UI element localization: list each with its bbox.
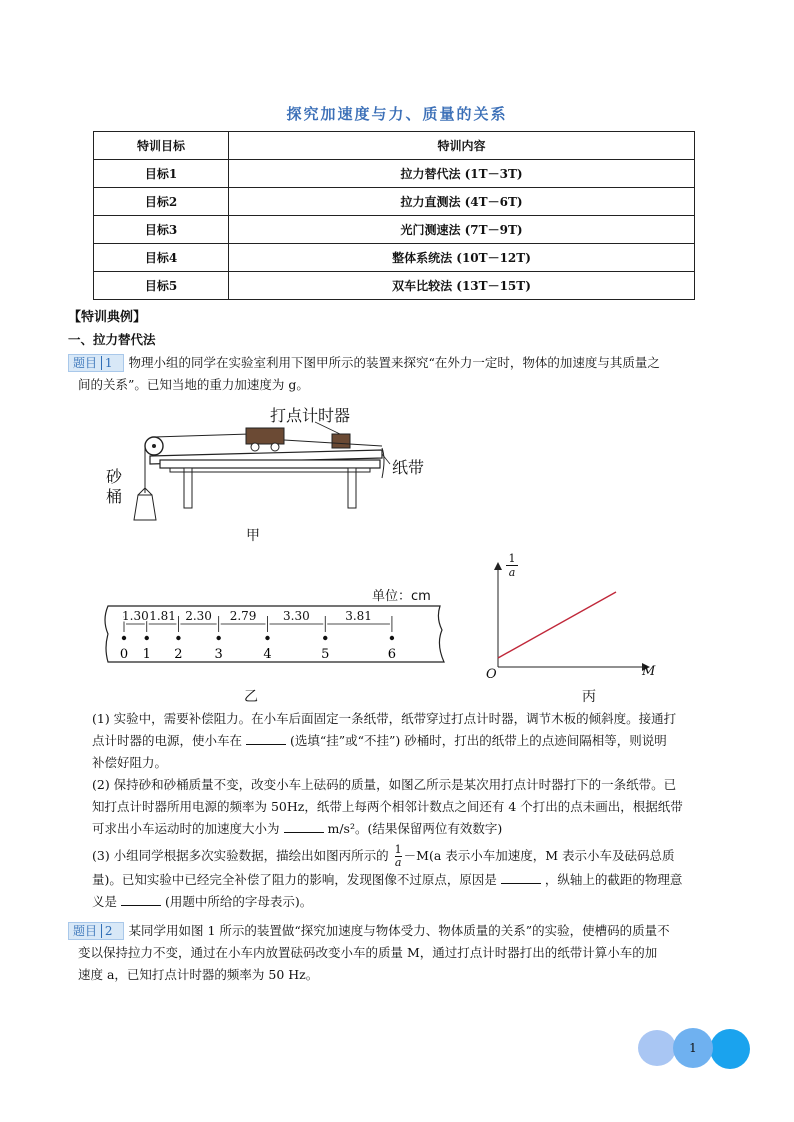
answer-blank[interactable] (284, 820, 324, 833)
goals-table (93, 131, 695, 300)
tape-label: 纸带 (392, 458, 425, 477)
figure-caption: 乙 (244, 689, 258, 705)
rope (154, 434, 250, 437)
cart-wheel (251, 443, 259, 451)
question-text: 点计时器的电源，使小车在 (92, 733, 243, 748)
table-cell: 拉力直测法 (4T－6T) (229, 188, 695, 216)
question-text: (1) 实验中，需要补偿阻力。在小车后面固定一条纸带，纸带穿过打点计时器，调节木板的倾斜度。接通打 (92, 711, 677, 726)
table-row (94, 160, 695, 188)
question-text: 可求出小车运动时的加速度大小为 (92, 821, 280, 836)
subsection-heading: 一、拉力替代法 (68, 332, 156, 347)
tape-gap-label: 2.30 (185, 609, 212, 623)
question-text: (2) 保持砂和砂桶质量不变，改变小车上砝码的质量，如图乙所示是某次用打点计时器打下的一条纸带。已 (92, 777, 677, 792)
figure-caption: 丙 (582, 689, 596, 705)
table-header-cell: 特训目标 (94, 132, 229, 160)
question-text: m/s²。(结果保留两位有效数字) (327, 821, 503, 836)
sub-question-2 (92, 774, 732, 840)
table-cell: 光门测速法 (7T－9T) (229, 216, 695, 244)
cart-wheel (271, 443, 279, 451)
tape-dot (265, 636, 269, 640)
leader-line (382, 454, 390, 464)
sand-bucket-icon (134, 495, 156, 520)
table-cell: 目标4 (94, 244, 229, 272)
question-text: －M(a 表示小车加速度，M 表示小车及砝码总质 (403, 848, 675, 863)
tape-point-label: 3 (214, 647, 223, 662)
tape-point-label: 4 (263, 647, 272, 662)
tape-gap-label: 2.79 (229, 609, 257, 623)
question-text: (选填“挂”或“不挂”) 砂桶时，打出的纸带上的点迹间隔相等，则说明 (289, 733, 667, 748)
question-text: 速度 a，已知打点计时器的频率为 50 Hz。 (78, 967, 319, 982)
question-badge: 题目 1 (68, 354, 124, 372)
table-cell: 目标2 (94, 188, 229, 216)
bucket-label: 桶 (106, 487, 123, 506)
tape-point-label: 5 (321, 647, 330, 662)
question-text: ，纵轴上的截距的物理意 (544, 872, 683, 887)
table-cell: 拉力替代法 (1T－3T) (229, 160, 695, 188)
timer-label: 打点计时器 (270, 406, 351, 425)
tape-gap-label: 3.30 (283, 609, 310, 623)
table-cell: 目标3 (94, 216, 229, 244)
y-axis-label: 1 a (506, 552, 518, 579)
question-text: (3) 小组同学根据多次实验数据，描绘出如图丙所示的 (92, 848, 389, 863)
sub-question-1 (92, 708, 732, 774)
table-apron (170, 468, 370, 472)
tape-dot (176, 636, 180, 640)
question-number: 2 (101, 924, 116, 938)
table-row (94, 272, 695, 300)
question-text: 物理小组的同学在实验室利用下图甲所示的装置来探究“在外力一定时，物体的加速度与其质量之 (128, 355, 660, 370)
tape-point-label: 0 (119, 647, 129, 662)
bucket-label: 砂 (106, 467, 123, 486)
timer-icon (332, 434, 350, 448)
answer-blank[interactable] (501, 871, 541, 884)
page-title: 探究加速度与力、质量的关系 (286, 105, 508, 123)
tape-gap-label: 1.30 (122, 609, 149, 623)
question-2 (68, 920, 738, 986)
table-cell: 整体系统法 (10T－12T) (229, 244, 695, 272)
pulley-axle (152, 444, 156, 448)
question-text: 间的关系”。已知当地的重力加速度为 g。 (78, 377, 309, 392)
question-text: 变以保持拉力不变，通过在小车内放置砝码改变小车的质量 M，通过打点计时器打出的纸带计算小车的加 (78, 945, 658, 960)
page-number: 1 (689, 1041, 697, 1055)
tape-dot (323, 636, 327, 640)
question-text: (用题中所给的字母表示)。 (164, 894, 313, 909)
graph-line (498, 592, 616, 658)
question-text: 某同学用如图 1 所示的装置做“探究加速度与物体受力、物体质量的关系”的实验，使槽码的质量不 (128, 923, 670, 938)
bucket-handle (145, 488, 152, 495)
table-header-cell: 特训内容 (229, 132, 695, 160)
table-cell: 目标1 (94, 160, 229, 188)
tape-point-label: 6 (387, 647, 397, 662)
table-top (160, 460, 380, 468)
origin-label: O (486, 667, 497, 682)
x-axis-label: M (642, 664, 656, 679)
question-number: 1 (101, 356, 116, 370)
table-row (94, 188, 695, 216)
tape-point-label: 1 (142, 647, 151, 662)
tape-dot (390, 636, 394, 640)
paper-tape-figure (100, 600, 452, 670)
sub-question-3 (92, 844, 732, 913)
table-header-row (94, 132, 695, 160)
question-badge: 题目 2 (68, 922, 124, 940)
table-row (94, 244, 695, 272)
page-decoration (638, 1030, 676, 1066)
tape-gap-label: 3.81 (345, 609, 372, 623)
unit-label: 单位：cm (372, 589, 431, 604)
table-leg (184, 468, 192, 508)
question-text: 义是 (92, 894, 118, 909)
question-text: 知打点计时器所用电源的频率为 50Hz，纸带上每两个相邻计数点之间还有 4 个打出的点未画出，根据纸带 (92, 799, 683, 814)
table-cell: 双车比较法 (13T－15T) (229, 272, 695, 300)
answer-blank[interactable] (246, 732, 286, 745)
table-leg (348, 468, 356, 508)
bucket-handle (138, 488, 145, 495)
y-axis-arrow-icon (494, 562, 502, 570)
tape-dot (145, 636, 149, 640)
answer-blank[interactable] (121, 893, 161, 906)
question-1-intro (68, 352, 728, 396)
question-text: 补偿好阻力。 (92, 755, 168, 770)
tape-point-label: 2 (174, 647, 183, 662)
figure-caption: 甲 (246, 528, 260, 544)
tape-gap-label: 1.81 (149, 609, 176, 623)
cart-icon (246, 428, 284, 444)
page-decoration (710, 1029, 750, 1069)
tape-dot (216, 636, 220, 640)
fraction: $\frac{1}{a}$ (394, 843, 402, 869)
question-text: 量)。已知实验中已经完全补偿了阻力的影响，发现图像不过原点，原因是 (92, 872, 497, 887)
table-row (94, 216, 695, 244)
section-heading: 【特训典例】 (68, 310, 147, 325)
table-cell: 目标5 (94, 272, 229, 300)
tape-dot (122, 636, 126, 640)
